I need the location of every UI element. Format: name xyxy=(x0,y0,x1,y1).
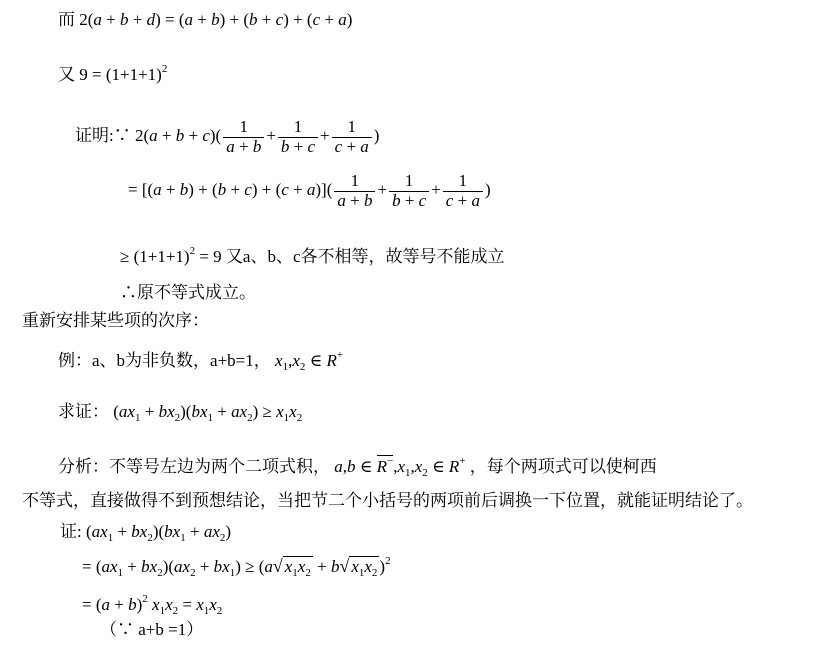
formula-1: 2(a + b + d) = (a + b) + (b + c) + (c + a) xyxy=(79,10,353,29)
text-5: = 9 又a、b、c各不相等，故等号不能成立 xyxy=(199,247,505,266)
because-note: （∵ a+b =1） xyxy=(100,620,204,639)
example-text: 例：a、b为非负数，a+b=1， xyxy=(58,351,271,370)
line-11 xyxy=(22,491,753,511)
line-13 xyxy=(82,555,391,580)
formula-14: = $(a + b)^2$ $x_1x_2 = x_1x_2$ xyxy=(82,593,223,617)
formula-12: $(ax_1 + bx_2)(bx_1 + ax_2)$ xyxy=(85,522,232,544)
line-9 xyxy=(58,402,302,425)
line-5 xyxy=(120,245,505,267)
line-8 xyxy=(58,349,343,374)
line-1 xyxy=(58,10,352,30)
line-10 xyxy=(58,455,657,480)
formula-2: $9 = (1+1+1)^2$ xyxy=(79,63,168,84)
formula-4: = [(a + b) + (b + c) + (c + a)]( $\frac{1}{a + b}$ + $\frac{1}{b + c}$ + $\frac{1}{c + a}$ ) xyxy=(128,171,491,210)
formula-10: a,b ∈ $R^-,x_1,x_2$ ∈ R+ xyxy=(334,455,466,479)
line-6 xyxy=(120,283,256,303)
line-7 xyxy=(22,311,209,331)
section-heading: 重新安排某些项的次序： xyxy=(22,311,209,330)
conclusion-text: ∴原不等式成立。 xyxy=(120,283,256,302)
formula-5: ≥ $(1+1+1)^2$ xyxy=(120,245,196,266)
analysis-text-b: ，每个两项式可以使柯西 xyxy=(469,457,657,476)
text-er: 而 xyxy=(58,10,75,29)
formula-8: $x_1,x_2$ ∈ R+ xyxy=(275,349,344,373)
proof-label: 证明:∵ xyxy=(75,126,131,146)
line-4 xyxy=(128,172,491,210)
line-12 xyxy=(60,522,231,545)
prove-label: 求证： xyxy=(58,402,109,421)
formula-9: $(ax_1 + bx_2)(bx_1 + ax_2) \ge x_1x_2$ xyxy=(113,402,303,424)
formula-3: 2(a + b + c)( $\frac{1}{a + b}$ + $\frac{1}{b + c}$ + $\frac{1}{c + a}$ ) xyxy=(134,117,380,156)
text-you: 又 xyxy=(58,65,75,84)
line-3 xyxy=(75,118,379,156)
formula-13: = $(ax_1 + bx_2)(ax_2 + bx_1) \ge (a√$ $x_1x_2 + b√$ $x_1x_2$ )$^2$ xyxy=(82,555,391,579)
line-2 xyxy=(58,63,167,85)
line-14 xyxy=(82,593,222,618)
analysis-text-a: 分析：不等号左边为两个二项式积， xyxy=(58,457,330,476)
line-15 xyxy=(100,620,203,640)
analysis-text-c: 不等式，直接做得不到预想结论，当把节二个小括号的两项前后调换一下位置，就能证明结论了。 xyxy=(22,491,753,510)
proof-label-2: 证: xyxy=(60,522,82,541)
